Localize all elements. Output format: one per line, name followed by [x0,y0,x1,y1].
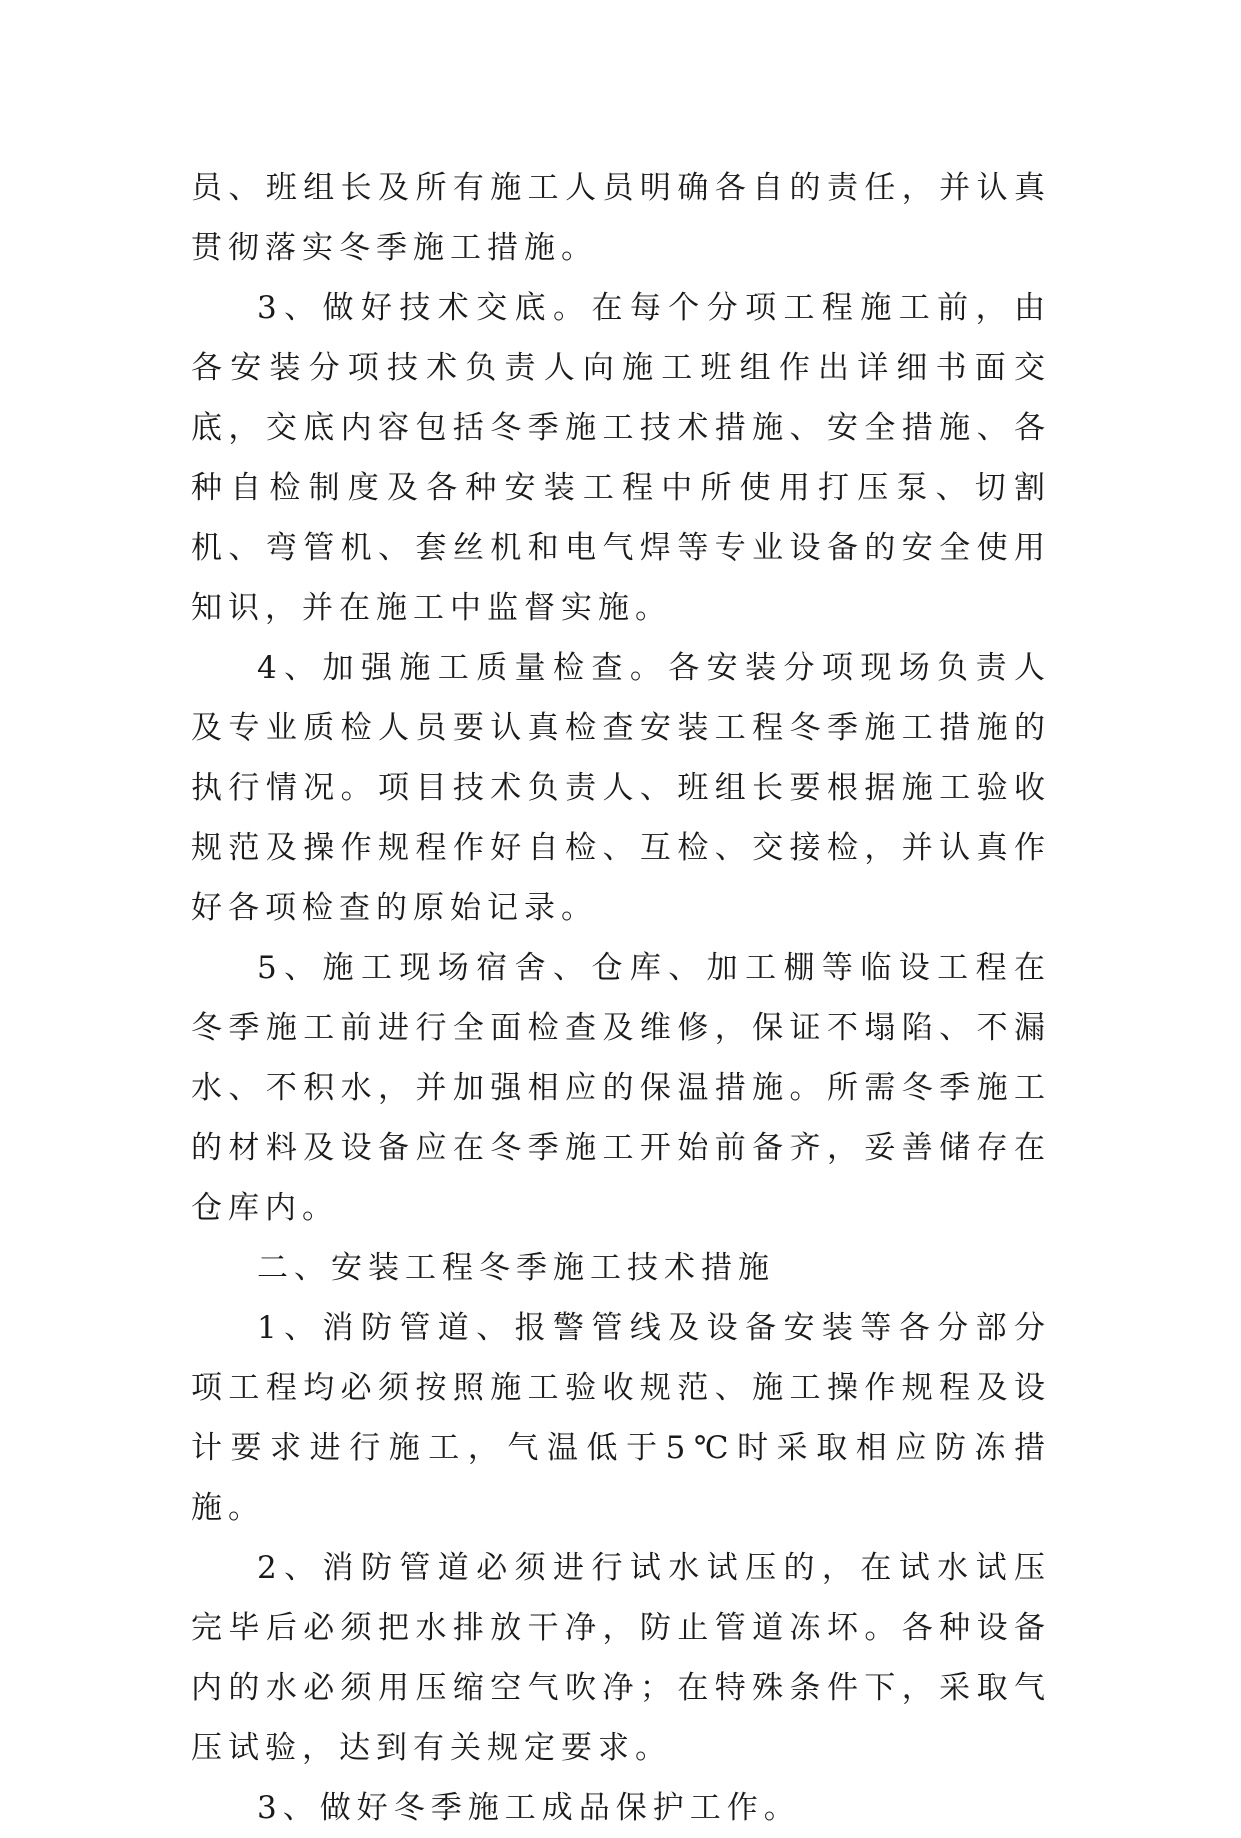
paragraph-item-5: 5、施工现场宿舍、仓库、加工棚等临设工程在冬季施工前进行全面检查及维修，保证不塌陷、不漏水、不积水，并加强相应的保温措施。所需冬季施工的材料及设备应在冬季施工开始前备齐，妥善储存在仓库内。 [191,950,1051,1226]
paragraph-item-1: 1、消防管道、报警管线及设备安装等各分部分项工程均必须按照施工验收规范、施工操作规程及设计要求进行施工，气温低于5℃时采取相应防冻措施。 [191,1310,1051,1526]
paragraph-item-3b: 3、做好冬季施工成品保护工作。 [257,1790,801,1826]
section-heading: 二、安装工程冬季施工技术措施 [257,1250,775,1286]
paragraph-item-3: 3、做好技术交底。在每个分项工程施工前，由各安装分项技术负责人向施工班组作出详细书面交底，交底内容包括冬季施工技术措施、安全措施、各种自检制度及各种安装工程中所使用打压泵、切割机、弯管机、套丝机和电气焊等专业设备的安全使用知识，并在施工中监督实施。 [191,290,1051,626]
document-body [191,158,1051,1838]
paragraph-item-4: 4、加强施工质量检查。各安装分项现场负责人及专业质检人员要认真检查安装工程冬季施工措施的执行情况。项目技术负责人、班组长要根据施工验收规范及操作规程作好自检、互检、交接检，并认真作好各项检查的原始记录。 [191,650,1051,926]
paragraph-continuation: 员、班组长及所有施工人员明确各自的责任，并认真贯彻落实冬季施工措施。 [191,170,1051,266]
paragraph-item-2: 2、消防管道必须进行试水试压的，在试水试压完毕后必须把水排放干净，防止管道冻坏。各种设备内的水必须用压缩空气吹净；在特殊条件下，采取气压试验，达到有关规定要求。 [191,1550,1051,1766]
